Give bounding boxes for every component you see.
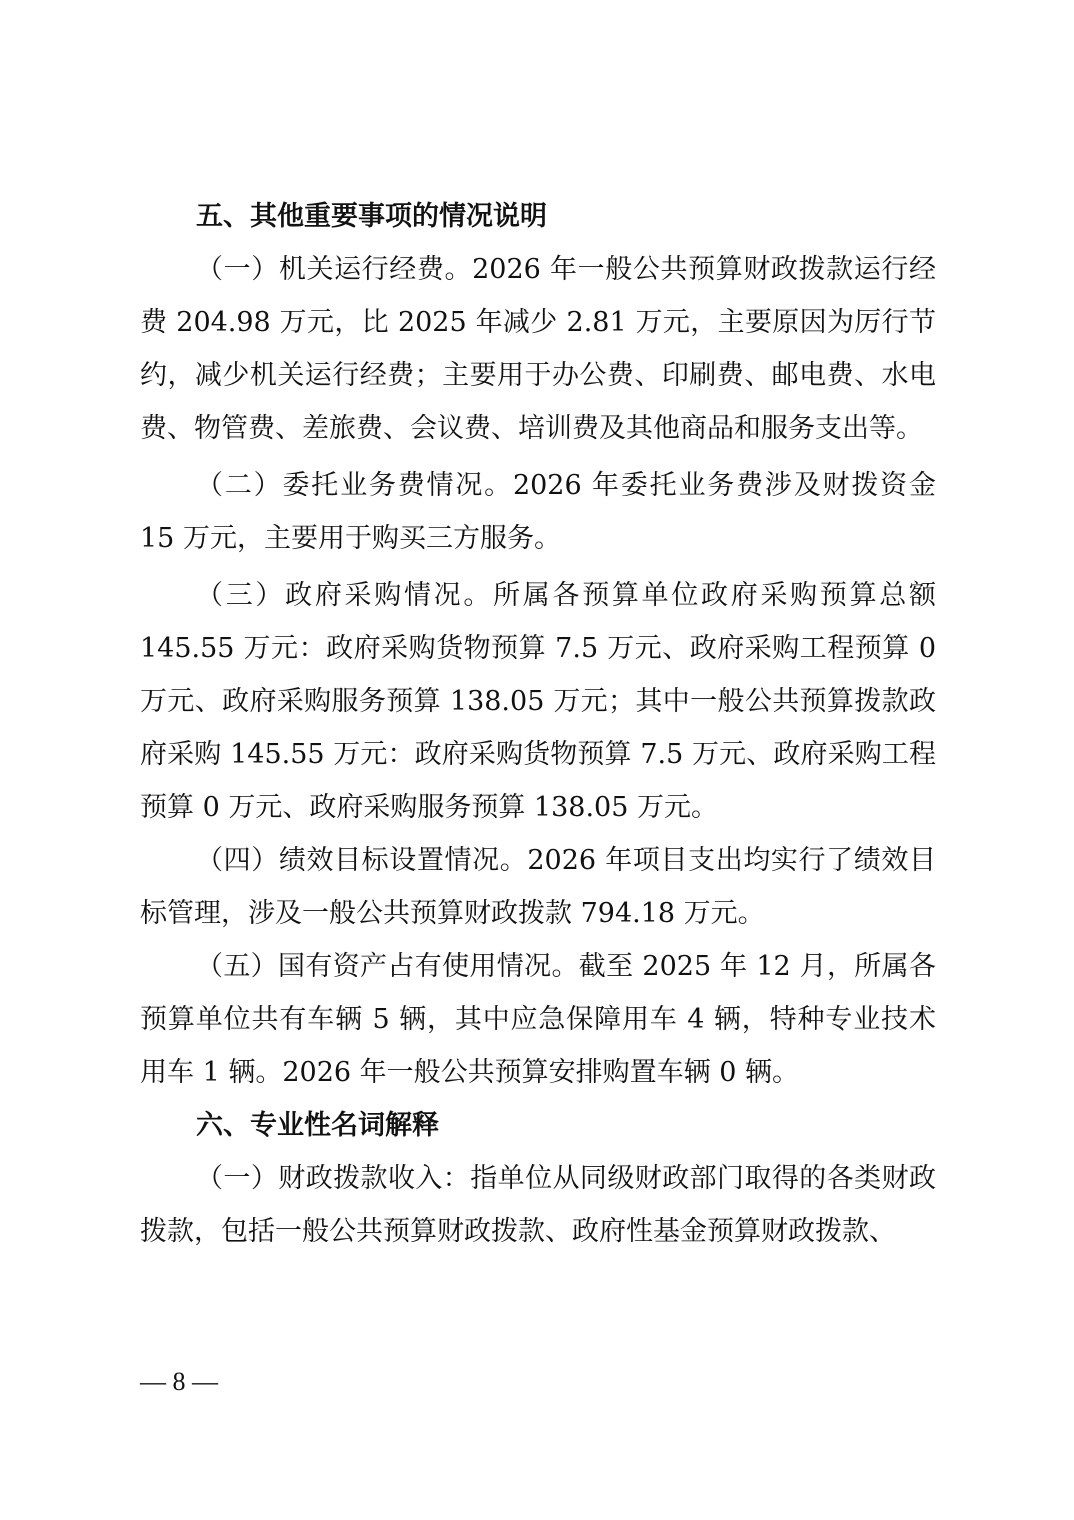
paragraph-operating-expenses: （一）机关运行经费。2026 年一般公共预算财政拨款运行经费 204.98 万元，比 2025 年减少 2.81 万元，主要原因为厉行节约，减少机关运行经费；主要用于办公费、印刷费、邮电费、水电费、物管费、差旅费、会议费、培训费及其他商品和服务支出等。: [140, 254, 936, 444]
paragraph-fiscal-appropriation-income: （一）财政拨款收入：指单位从同级财政部门取得的各类财政拨款，包括一般公共预算财政拨款、政府性基金预算财政拨款、: [140, 1163, 936, 1247]
paragraph-performance-targets: （四）绩效目标设置情况。2026 年项目支出均实行了绩效目标管理，涉及一般公共预算财政拨款 794.18 万元。: [140, 845, 936, 929]
page-content: [140, 190, 936, 1258]
paragraph-state-assets: （五）国有资产占有使用情况。截至 2025 年 12 月，所属各预算单位共有车辆 5 辆，其中应急保障用车 4 辆，特种专业技术用车 1 辆。2026 年一般公共预算安排购置车辆 0 辆。: [140, 951, 936, 1088]
paragraph-government-procurement: （三）政府采购情况。所属各预算单位政府采购预算总额 145.55 万元：政府采购货物预算 7.5 万元、政府采购工程预算 0 万元、政府采购服务预算 138.05 万元；其中一般公共预算拨款政府采购 145.55 万元：政府采购货物预算 7.5 万元、政府采购工程预算 0 万元、政府采购服务预算 138.05 万元。: [140, 580, 936, 823]
section-heading-other-matters: 五、其他重要事项的情况说明: [196, 201, 547, 232]
page-number: — 8 —: [140, 1367, 218, 1396]
section-heading-terminology: 六、专业性名词解释: [196, 1110, 439, 1141]
paragraph-commissioned-services: （二）委托业务费情况。2026 年委托业务费涉及财拨资金 15 万元，主要用于购买三方服务。: [140, 470, 936, 554]
